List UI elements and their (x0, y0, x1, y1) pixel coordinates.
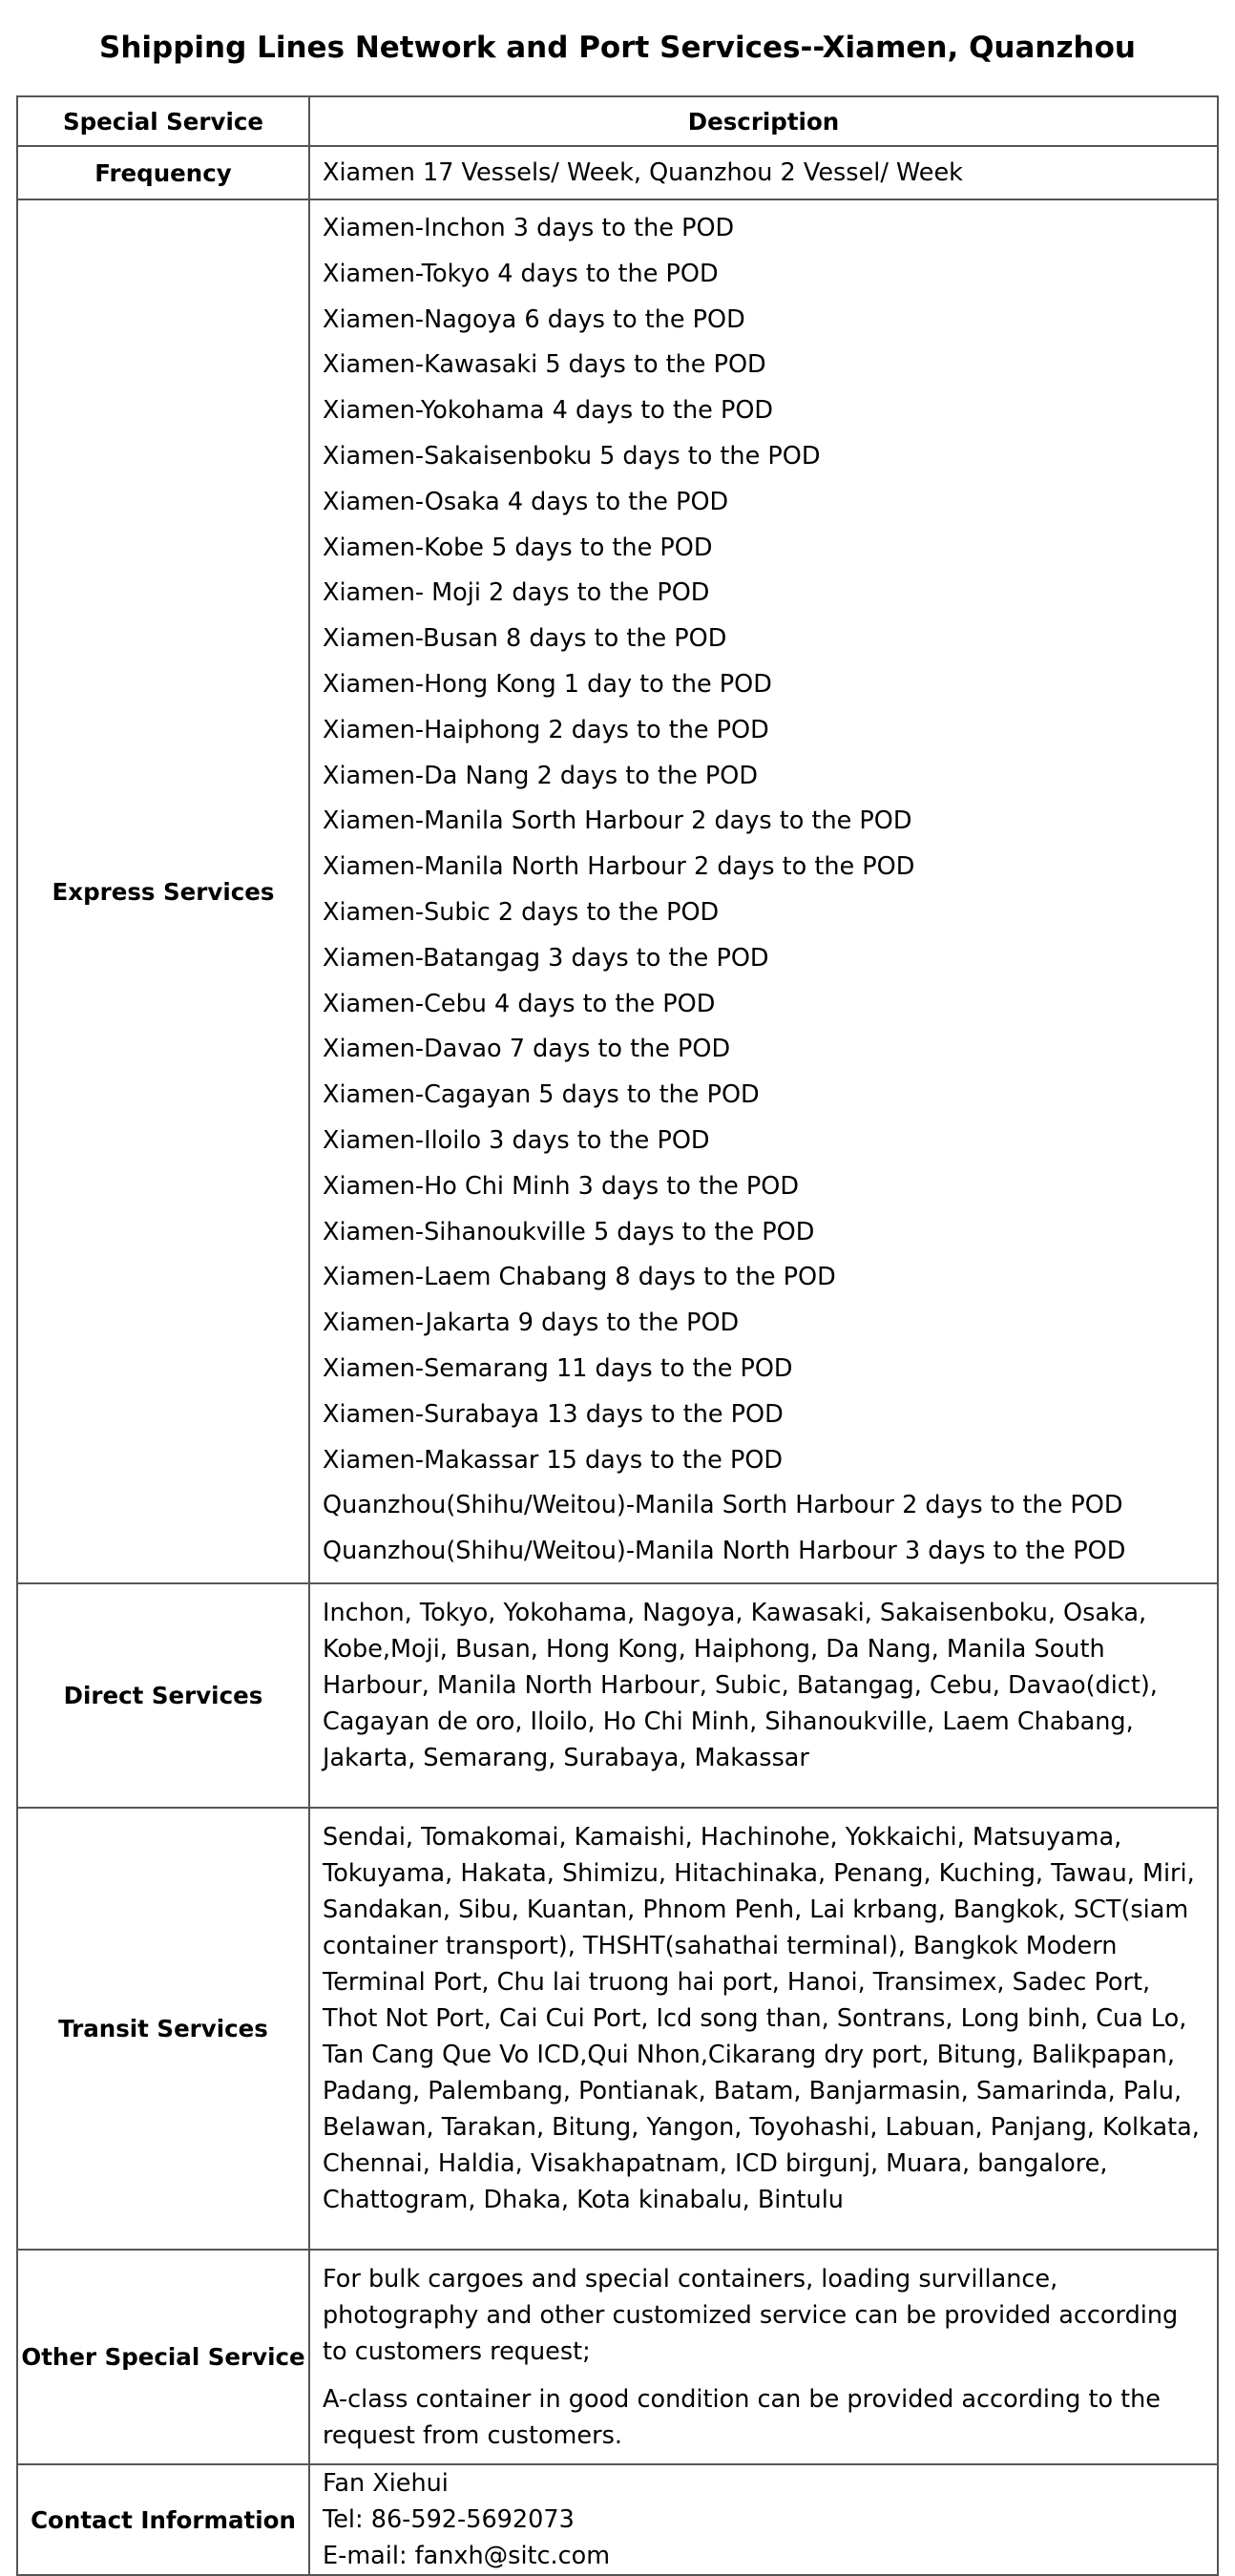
express-route: Quanzhou(Shihu/Weitou)-Manila Sorth Harbour 2 days to the POD (323, 1491, 1123, 1520)
service-description (309, 146, 1218, 199)
contact-person: Fan Xiehui (323, 2469, 449, 2498)
express-route: Xiamen- Moji 2 days to the POD (323, 578, 710, 608)
contact-email[interactable]: E-mail: fanxh@sitc.com (323, 2542, 611, 2570)
service-description (309, 1808, 1218, 2250)
direct-ports-text: Inchon, Tokyo, Yokohama, Nagoya, Kawasaki, Sakaisenboku, Osaka, Kobe,Moji, Busan, Hong Kong, Haiphong, Da Nang, Manila South Harbour, Manila North Harbour, Subic, Batangag, Cebu, Davao(dict), Cagayan de oro, Iloilo, Ho Chi Minh, Sihanoukville, Laem Chabang, Jakarta, Semarang, Surabaya, Makassar (323, 1599, 1158, 1772)
express-route: Xiamen-Batangag 3 days to the POD (323, 943, 769, 973)
express-route: Xiamen-Cebu 4 days to the POD (323, 989, 716, 1018)
express-route: Xiamen-Haiphong 2 days to the POD (323, 715, 769, 744)
service-description (309, 199, 1218, 1583)
contact-phone: Tel: 86-592-5692073 (323, 2505, 575, 2534)
express-route: Xiamen-Ho Chi Minh 3 days to the POD (323, 1171, 799, 1201)
column-header-description: Description (309, 96, 1218, 146)
document-title: Shipping Lines Network and Port Services--Xiamen, Quanzhou (99, 31, 1136, 65)
express-route: Xiamen-Nagoya 6 days to the POD (323, 304, 745, 334)
express-route: Xiamen-Manila North Harbour 2 days to the POD (323, 852, 915, 882)
service-name: Other Special Service (17, 2250, 309, 2464)
express-route: Xiamen-Hong Kong 1 day to the POD (323, 669, 772, 699)
other-service-paragraph: A-class container in good condition can be provided according to the request from customers. (323, 2385, 1161, 2450)
service-description (309, 2250, 1218, 2464)
express-route: Xiamen-Tokyo 4 days to the POD (323, 259, 719, 288)
express-route: Xiamen-Manila Sorth Harbour 2 days to the POD (323, 806, 912, 836)
contact-information-row (17, 2464, 1218, 2575)
express-route: Xiamen-Inchon 3 days to the POD (323, 214, 735, 242)
frequency-text: Xiamen 17 Vessels/ Week, Quanzhou 2 Vessel/ Week (323, 158, 963, 187)
express-route: Xiamen-Subic 2 days to the POD (323, 897, 720, 927)
other-special-service-row (17, 2250, 1218, 2464)
express-route: Xiamen-Kawasaki 5 days to the POD (323, 350, 766, 380)
express-route: Xiamen-Busan 8 days to the POD (323, 624, 727, 654)
transit-services-row (17, 1808, 1218, 2250)
express-route: Xiamen-Yokohama 4 days to the POD (323, 396, 774, 426)
service-name: Transit Services (17, 1808, 309, 2250)
service-description (309, 2464, 1218, 2575)
express-route: Xiamen-Davao 7 days to the POD (323, 1035, 731, 1064)
frequency-row (17, 146, 1218, 199)
express-route: Xiamen-Cagayan 5 days to the POD (323, 1080, 760, 1110)
service-name: Frequency (17, 146, 309, 199)
express-route: Xiamen-Laem Chabang 8 days to the POD (323, 1263, 836, 1292)
express-route: Quanzhou(Shihu/Weitou)-Manila North Harbour 3 days to the POD (323, 1537, 1126, 1566)
express-route: Xiamen-Sakaisenboku 5 days to the POD (323, 441, 821, 471)
express-route: Xiamen-Jakarta 9 days to the POD (323, 1309, 740, 1338)
express-route: Xiamen-Surabaya 13 days to the POD (323, 1399, 784, 1429)
express-route: Xiamen-Semarang 11 days to the POD (323, 1353, 793, 1383)
express-route: Xiamen-Da Nang 2 days to the POD (323, 761, 758, 790)
service-name: Direct Services (17, 1583, 309, 1808)
services-table (16, 95, 1219, 2576)
express-route: Xiamen-Osaka 4 days to the POD (323, 487, 729, 516)
express-services-row (17, 199, 1218, 1583)
column-header-service: Special Service (17, 96, 309, 146)
direct-services-row (17, 1583, 1218, 1808)
other-service-paragraph: For bulk cargoes and special containers, loading survillance, photography and other customized service can be provided according to customers request; (323, 2265, 1179, 2366)
express-route: Xiamen-Kobe 5 days to the POD (323, 533, 713, 562)
service-description (309, 1583, 1218, 1808)
express-route: Xiamen-Makassar 15 days to the POD (323, 1445, 784, 1475)
express-route: Xiamen-Sihanoukville 5 days to the POD (323, 1217, 815, 1246)
service-name: Express Services (17, 199, 309, 1583)
service-name: Contact Information (17, 2464, 309, 2575)
transit-ports-text: Sendai, Tomakomai, Kamaishi, Hachinohe, Yokkaichi, Matsuyama, Tokuyama, Hakata, Shimizu, Hitachinaka, Penang, Kuching, Tawau, Miri, Sandakan, Sibu, Kuantan, Phnom Penh, Lai krbang, Bangkok, SCT(siam container transport), THSHT(sahathai terminal), Bangkok Modern Terminal Port, Chu lai truong hai port, Hanoi, Transimex, Sadec Port, Thot Not Port, Cai Cui Port, Icd song than, Sontrans, Long binh, Cua Lo, Tan Cang Que Vo ICD,Qui Nhon,Cikarang dry port, Bitung, Balikpapan, Padang, Palembang, Pontianak, Batam, Banjarmasin, Samarinda, Palu, Belawan, Tarakan, Bitung, Yangon, Toyohashi, Labuan, Panjang, Kolkata, Chennai, Haldia, Visakhapatnam, ICD birgunj, Muara, bangalore, Chattogram, Dhaka, Kota kinabalu, Bintulu (323, 1823, 1200, 2214)
header-row (17, 96, 1218, 146)
express-route: Xiamen-Iloilo 3 days to the POD (323, 1125, 710, 1155)
